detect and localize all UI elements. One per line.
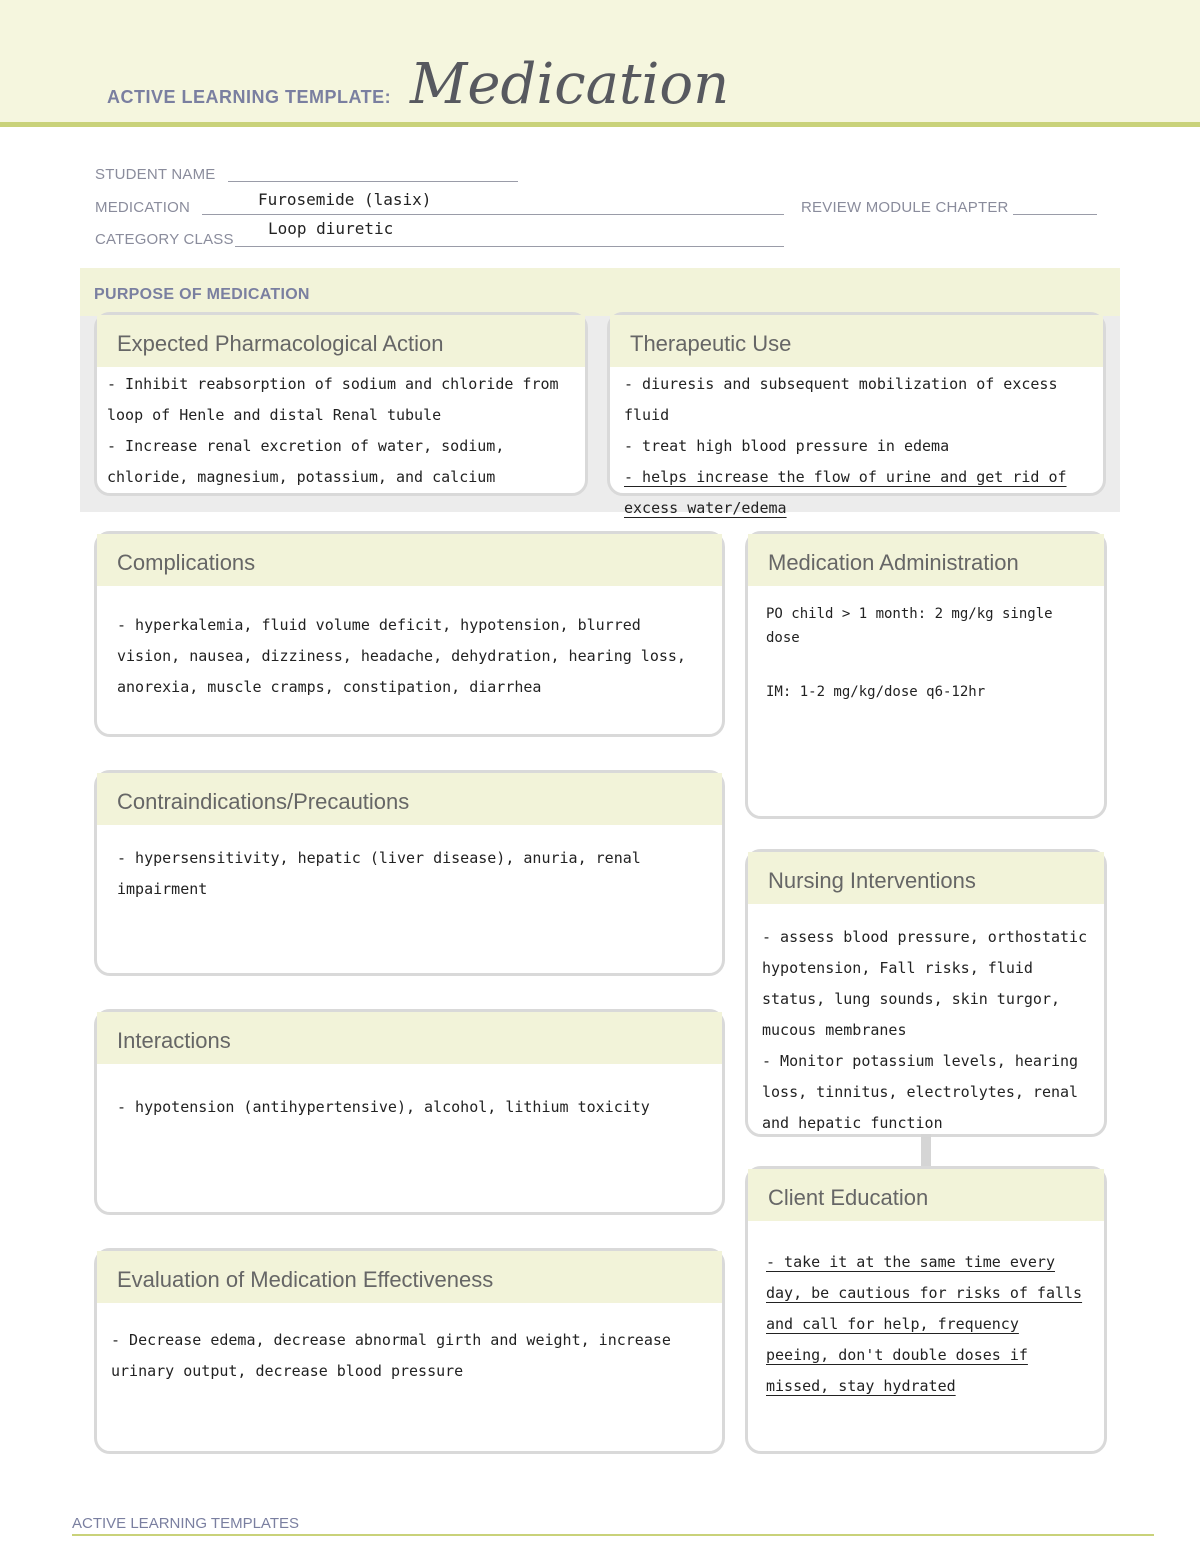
- administration-box: [745, 531, 1107, 819]
- nursing-interventions-line: - Monitor potassium levels, hearing loss, tinnitus, electrolytes, renal and hepatic function: [762, 1052, 1079, 1132]
- therapeutic-use-body[interactable]: [610, 367, 1103, 524]
- template-label: ACTIVE LEARNING TEMPLATE:: [107, 87, 392, 107]
- therapeutic-use-box: [607, 312, 1106, 517]
- medication-label: MEDICATION: [95, 199, 191, 216]
- client-education-box: [745, 1166, 1107, 1454]
- category-class-line: [235, 246, 784, 247]
- complications-box: [94, 531, 725, 737]
- expected-action-line: - Inhibit reabsorption of sodium and chloride from loop of Henle and distal Renal tubule: [107, 375, 559, 424]
- therapeutic-use-line: - diuresis and subsequent mobilization of excess fluid: [624, 375, 1058, 424]
- expected-action-body[interactable]: [97, 367, 585, 493]
- nursing-interventions-title: Nursing Interventions: [748, 852, 1104, 904]
- interactions-text[interactable]: - hypotension (antihypertensive), alcohol, lithium toxicity: [117, 1098, 650, 1116]
- client-education-title: Client Education: [748, 1169, 1104, 1221]
- page-title: Medication: [410, 52, 730, 117]
- complications-title: Complications: [97, 534, 722, 586]
- category-class-label: CATEGORY CLASS: [95, 231, 234, 248]
- complications-text[interactable]: - hyperkalemia, fluid volume deficit, hypotension, blurred vision, nausea, dizziness, headache, dehydration, hearing loss, anorexia, muscle cramps, constipation, diarrhea: [117, 616, 686, 696]
- administration-line: PO child > 1 month: 2 mg/kg single dose: [766, 606, 1053, 646]
- nursing-interventions-line: - assess blood pressure, orthostatic hypotension, Fall risks, fluid status, lung sounds, skin turgor, mucous membranes: [762, 928, 1088, 1039]
- expected-action-line: - Increase renal excretion of water, sodium, chloride, magnesium, potassium, and calcium: [107, 437, 505, 486]
- evaluation-text[interactable]: - Decrease edema, decrease abnormal girth and weight, increase urinary output, decrease blood pressure: [111, 1331, 671, 1380]
- interactions-box: [94, 1009, 725, 1215]
- evaluation-box: [94, 1248, 725, 1454]
- contraindications-box: [94, 770, 725, 976]
- review-module-line: [1013, 214, 1097, 215]
- section-connector: [921, 1134, 931, 1168]
- header-rule: [0, 122, 1200, 127]
- contraindications-title: Contraindications/Precautions: [97, 773, 722, 825]
- nursing-interventions-body[interactable]: [748, 904, 1104, 1139]
- administration-body[interactable]: [748, 586, 1104, 704]
- therapeutic-use-line: - helps increase the flow of urine and get rid of excess water/edema: [624, 468, 1067, 517]
- therapeutic-use-title: Therapeutic Use: [610, 315, 1103, 367]
- client-education-body[interactable]: [748, 1221, 1104, 1402]
- category-class-field[interactable]: Loop diuretic: [268, 219, 394, 238]
- student-name-line: [228, 181, 518, 182]
- footer-label: ACTIVE LEARNING TEMPLATES: [72, 1515, 299, 1532]
- administration-title: Medication Administration: [748, 534, 1104, 586]
- footer-rule: [72, 1534, 1154, 1536]
- client-education-text: - take it at the same time every day, be cautious for risks of falls and call for help, frequency peeing, don't double doses if missed, stay hydrated: [766, 1253, 1083, 1395]
- expected-action-box: [94, 312, 588, 496]
- student-name-label: STUDENT NAME: [95, 166, 216, 183]
- nursing-interventions-box: [745, 849, 1107, 1137]
- purpose-title: PURPOSE OF MEDICATION: [94, 286, 310, 303]
- contraindications-text[interactable]: - hypersensitivity, hepatic (liver disease), anuria, renal impairment: [117, 849, 641, 898]
- review-module-label: REVIEW MODULE CHAPTER: [801, 199, 1009, 216]
- therapeutic-use-line: - treat high blood pressure in edema: [624, 437, 950, 455]
- expected-action-title: Expected Pharmacological Action: [97, 315, 585, 367]
- medication-line: [202, 214, 784, 215]
- evaluation-title: Evaluation of Medication Effectiveness: [97, 1251, 722, 1303]
- medication-field[interactable]: Furosemide (lasix): [258, 190, 432, 209]
- interactions-title: Interactions: [97, 1012, 722, 1064]
- administration-line: IM: 1-2 mg/kg/dose q6-12hr: [766, 684, 986, 700]
